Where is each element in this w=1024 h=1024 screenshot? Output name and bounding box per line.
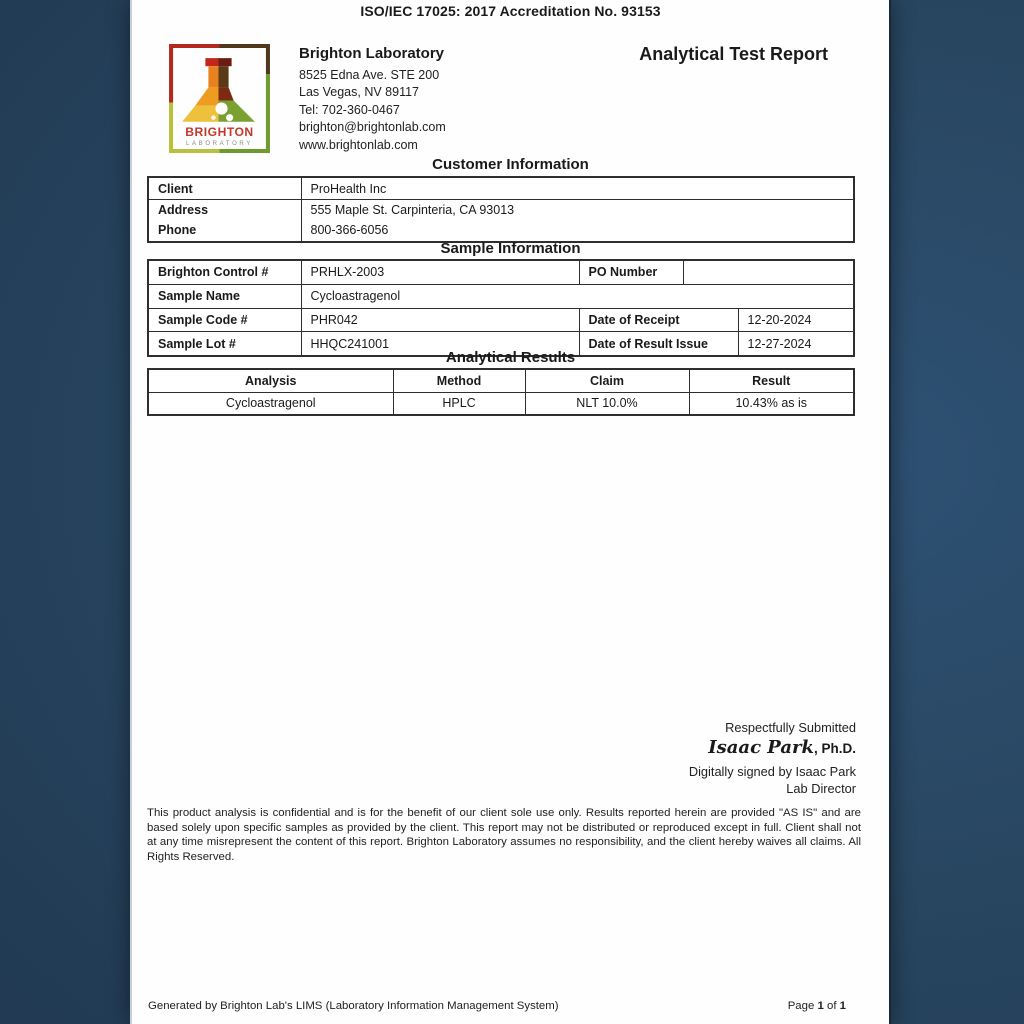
lab-phone: Tel: 702-360-0467: [299, 102, 400, 117]
po-number-label: PO Number: [579, 260, 683, 284]
analysis-value: Cycloastragenol: [148, 392, 393, 415]
sample-information-heading: Sample Information: [440, 240, 581, 257]
control-number-value: PRHLX-2003: [301, 260, 579, 284]
signature-block: [689, 719, 856, 797]
date-of-result-issue-value: 12-27-2024: [738, 332, 854, 356]
sample-lot-value: HHQC241001: [301, 332, 579, 356]
of-word: of: [826, 1000, 837, 1012]
report-page: [130, 0, 891, 1024]
table-row: [148, 177, 854, 200]
logo-brand-text: BRIGHTON: [185, 124, 254, 139]
footer-page-number: [788, 1000, 846, 1012]
analytical-results-heading: Analytical Results: [445, 349, 576, 366]
date-of-receipt-value: 12-20-2024: [738, 308, 854, 332]
report-title: Analytical Test Report: [639, 44, 828, 64]
sample-name-label: Sample Name: [148, 284, 301, 308]
table-row: [148, 284, 854, 308]
client-label: Client: [148, 177, 301, 200]
disclaimer-text: This product analysis is confidential and is for the benefit of our client sole use only. Results reported herein are provided "AS IS" and are based solely upon specific samples as provided by the client. This report may not be distributed or reproduced except in full. Client shall not at any time misrepresent the content of this report. Brighton Laboratory assumes no responsibility, and the client hereby waives all claims. All Rights Reserved.: [147, 807, 861, 863]
sample-code-label: Sample Code #: [148, 308, 301, 332]
address-label: Address: [158, 203, 209, 217]
phone-value: 800-366-6056: [310, 222, 389, 237]
table-header-row: [148, 369, 854, 392]
sample-lot-label: Sample Lot #: [148, 332, 301, 356]
table-row: [148, 200, 854, 243]
digitally-signed-text: Digitally signed by Isaac Park: [688, 764, 856, 779]
method-column-header: Method: [393, 369, 525, 392]
brighton-logo: [169, 44, 270, 153]
table-row: [148, 392, 854, 415]
footer-generated-by: Generated by Brighton Lab's LIMS (Laboratory Information Management System): [148, 1000, 559, 1012]
lab-address-line2: Las Vegas, NV 89117: [299, 85, 419, 100]
sample-information-table: [147, 259, 855, 357]
signature-suffix: , Ph.D.: [813, 741, 856, 756]
control-number-label: Brighton Control #: [148, 260, 301, 284]
client-value: ProHealth Inc: [301, 177, 854, 200]
page-total: 1: [839, 1000, 846, 1012]
page-word: Page: [787, 1000, 815, 1012]
accreditation-header: ISO/IEC 17025: 2017 Accreditation No. 93153: [360, 3, 661, 19]
lab-name: Brighton Laboratory: [299, 45, 444, 62]
flask-logo-icon: [169, 44, 270, 153]
sample-code-value: PHR042: [301, 308, 579, 332]
table-row: [148, 308, 854, 332]
signature-script: Isaac Park: [708, 737, 814, 758]
date-of-result-issue-label: Date of Result Issue: [579, 332, 738, 356]
logo-sub-text: LABORATORY: [186, 140, 253, 147]
lab-address-line1: 8525 Edna Ave. STE 200: [299, 68, 440, 82]
result-value: 10.43% as is: [689, 392, 854, 415]
lab-director-title: Lab Director: [786, 781, 856, 796]
lab-email: brighton@brightonlab.com: [299, 120, 446, 135]
address-value: 555 Maple St. Carpinteria, CA 93013: [310, 203, 515, 217]
result-column-header: Result: [689, 369, 854, 392]
sample-name-value: Cycloastragenol: [301, 284, 854, 308]
analysis-column-header: Analysis: [148, 369, 393, 392]
page-number: 1: [817, 1000, 824, 1012]
phone-label: Phone: [158, 222, 197, 237]
respectfully-submitted-text: Respectfully Submitted: [725, 720, 856, 735]
lab-website: www.brightonlab.com: [299, 137, 418, 152]
letterhead: [299, 45, 446, 154]
analytical-results-table: [147, 368, 855, 416]
claim-column-header: Claim: [525, 369, 689, 392]
date-of-receipt-label: Date of Receipt: [579, 308, 738, 332]
table-row: [148, 260, 854, 284]
customer-information-heading: Customer Information: [432, 156, 589, 173]
po-number-value: [683, 260, 854, 284]
claim-value: NLT 10.0%: [525, 392, 689, 415]
method-value: HPLC: [393, 392, 525, 415]
customer-information-table: [147, 176, 855, 243]
